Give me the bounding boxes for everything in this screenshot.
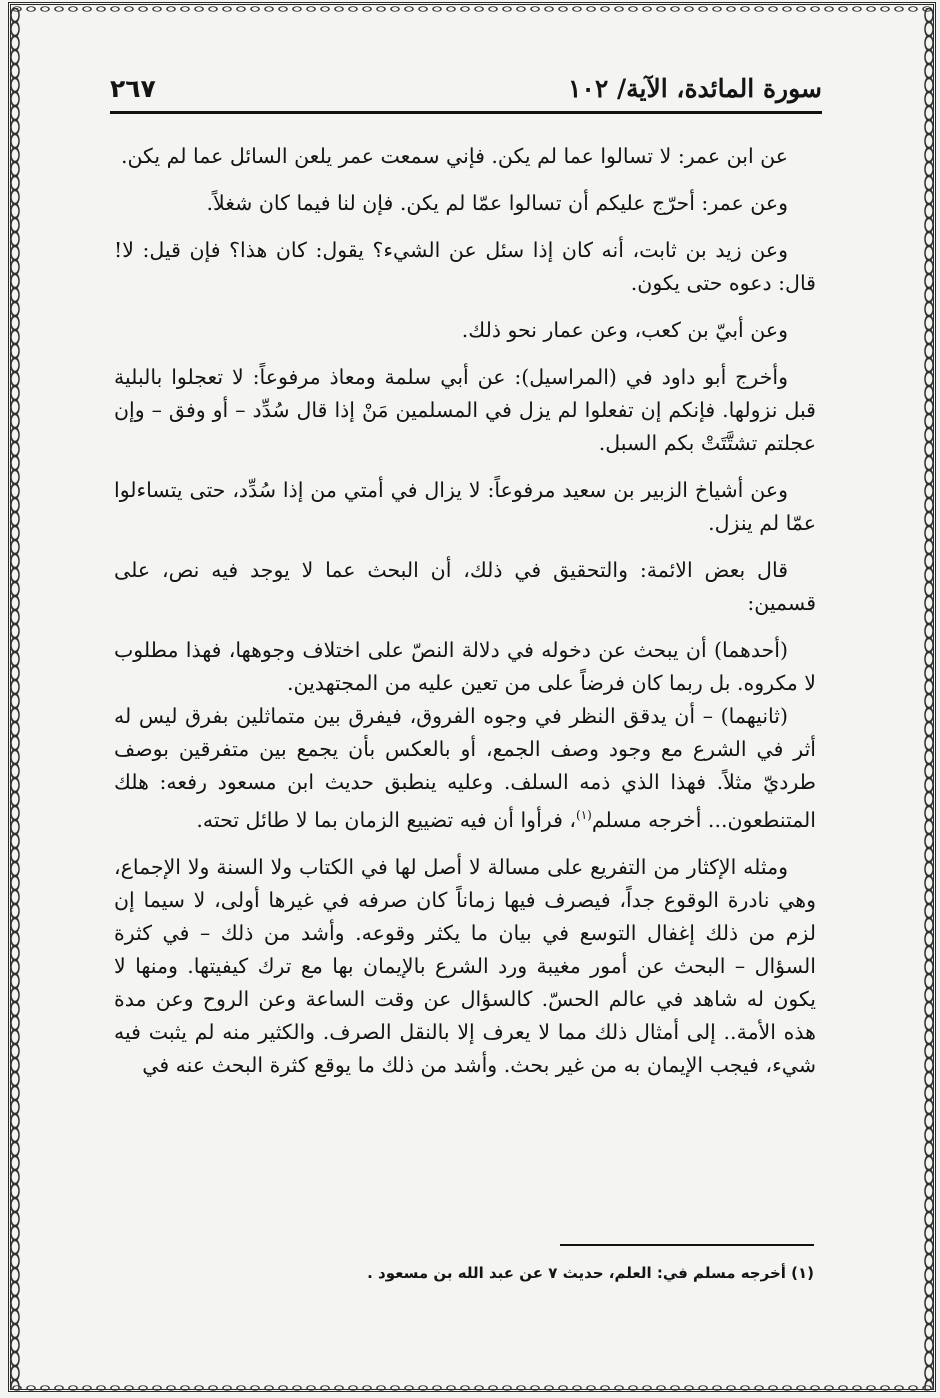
paragraph: عن ابن عمر: لا تسالوا عما لم يكن. فإني سمعت عمر يلعن السائل عما لم يكن. — [120, 144, 788, 168]
footnote: (١) أخرجه مسلم في: العلم، حديث ٧ عن عبد الله بن مسعود . — [367, 1264, 814, 1282]
paragraph: ومثله الإكثار من التفريع على مسالة لا أصل لها في الكتاب ولا السنة ولا الإجماع، وهي نادرة الوقوع جداً، فيصرف فيها زماناً كان صرفه في غيرها أولى، لا سيما إن لزم من ذلك إغفال التوسع في بيان ما يكثر وقوعه. وأشد من ذلك – في كثرة السؤال – البحث عن أمور مغيبة ورد الشرع بالإيمان بها مع ترك كيفيتها. ومنها لا يكون له شاهد في عالم الحسّ. كالسؤال عن وقت الساعة وعن الروح وعن مدة هذه الأمة.. إلى أمثال ذلك مما لا يعرف إلا بالنقل الصرف. والكثير منه لم يثبت فيه شيء، فيجب الإيمان به من غير بحث. وأشد من ذلك ما يوقع كثرة البحث عنه في — [114, 854, 816, 1077]
footnote-rule — [560, 1244, 814, 1246]
paragraph: وعن عمر: أحرّج عليكم أن تسالوا عمّا لم يكن. فإن لنا فيما كان شغلاً. — [206, 191, 788, 215]
page-header — [110, 68, 822, 108]
paragraph-text: ، فرأوا أن فيه تضييع الزمان بما لا طائل تحته. — [196, 807, 577, 832]
paragraph: وعن أشياخ الزبير بن سعيد مرفوعاً: لا يزال في أمتي من إذا سُدِّد، حتى يتساءلوا عمّا لم ينزل. — [114, 478, 816, 535]
running-title: سورة المائدة، الآية/ ١٠٢ — [567, 73, 822, 103]
page-number: ٢٦٧ — [110, 73, 156, 103]
paragraph: قال بعض الائمة: والتحقيق في ذلك، أن البحث عما لا يوجد فيه نص، على قسمين: — [114, 558, 816, 615]
decorative-border-right — [923, 8, 935, 1390]
paragraph: وأخرج أبو داود في (المراسيل): عن أبي سلمة ومعاذ مرفوعاً: لا تعجلوا بالبلية قبل نزولها. فإنكم إن تفعلوا لم يزل في المسلمين مَنْ إذا قال سُدِّد – أو وفق – وإن عجلتم تشتَّتَتْ بكم السبل. — [114, 365, 816, 455]
paragraph: وعن زيد بن ثابت، أنه كان إذا سئل عن الشيء؟ يقول: كان هذا؟ فإن قيل: لا! قال: دعوه حتى يكون. — [114, 238, 816, 295]
decorative-border-bottom — [10, 1382, 934, 1394]
paragraph: (أحدهما) أن يبحث عن دخوله في دلالة النصّ على اختلاف وجوهها، فهذا مطلوب لا مكروه. بل ربما كان فرضاً على من تعين عليه من المجتهدين. — [114, 638, 816, 695]
paragraph-text: (ثانيهما) – أن يدقق النظر في وجوه الفروق، فيفرق بين متماثلين بفرق ليس له أثر في الشرع مع وجود وصف الجمع، أو بالعكس بأن يجمع بين متفرقين بوصف طرديّ مثلاً. فهذا الذي ذمه السلف. وعليه ينطبق حديث ابن مسعود رفعه: هلك المتنطعون... أخرجه مسلم — [114, 704, 816, 832]
header-rule — [110, 111, 822, 114]
main-text — [114, 140, 816, 1096]
decorative-border-left — [9, 8, 21, 1390]
footnote-reference: (١) — [576, 808, 592, 822]
decorative-border-top — [10, 3, 934, 15]
paragraph-with-footnote — [114, 700, 816, 837]
paragraph: وعن أبيّ بن كعب، وعن عمار نحو ذلك. — [461, 318, 788, 342]
